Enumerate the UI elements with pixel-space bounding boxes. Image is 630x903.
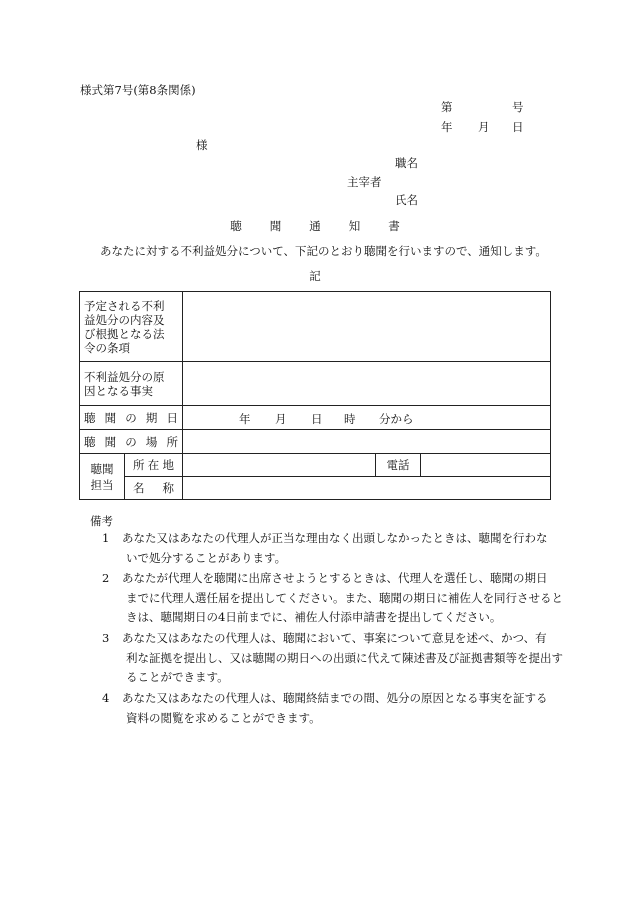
label-line: び根拠となる法 [84,326,165,341]
label-char: 聴 [84,434,96,449]
label-char: 聴 [84,410,96,425]
intro-text: あなたに対する不利益処分について、下記のとおり聴聞を行いますので、通知します。 [100,244,547,258]
document-title [0,219,630,233]
label-line: 益処分の内容及 [84,312,165,327]
proposed-disposition-value[interactable] [183,292,551,362]
staff-name-value[interactable] [183,477,551,500]
document-number-prefix: 第 [441,100,453,114]
date-month-unit: 月 [275,411,287,426]
hearing-place-label [80,430,183,454]
note-item [102,569,563,628]
title-char: 通 [309,219,321,233]
label-char: 聞 [104,434,117,449]
phone-value[interactable] [421,454,551,477]
addressee-honorific: 様 [196,138,208,152]
date-hour-unit: 時 [344,411,356,426]
phone-label: 電話 [376,454,421,477]
note-line: あなた又はあなたの代理人は、聴聞終結までの間、処分の原因となる事実を証する [122,691,548,705]
name-label: 氏名 [395,193,418,207]
note-number: 4 [102,691,110,705]
document-number-suffix: 号 [512,100,524,114]
label-char: 所 [166,434,178,449]
location-value[interactable] [183,454,376,477]
note-number: 2 [102,571,110,585]
date-minute-unit: 分から [379,411,414,426]
table-row [80,362,551,406]
note-item [102,689,552,728]
note-line: あなた又はあなたの代理人が正当な理由なく出頭しなかったときは、聴聞を行わな [122,531,548,545]
label-char: 称 [162,481,174,495]
note-line: 資料の閲覧を求めることができます。 [126,710,321,725]
title-char: 聴 [230,219,242,233]
date-year-label: 年 [441,120,453,134]
label-line: 予定される不利 [84,298,165,313]
label-line: 担当 [90,477,114,492]
date-day-label: 日 [512,120,524,134]
cause-facts-value[interactable] [183,362,551,406]
date-month-label: 月 [478,120,490,134]
hearing-date-label [80,406,183,430]
label-char: 名 [133,481,145,495]
hearing-details-table [79,291,551,500]
label-line: 令の条項 [84,340,130,355]
position-label: 職名 [395,156,418,170]
note-line: 利な証拠を提出し、又は聴聞の期日への出頭に代えて陳述書及び証拠書類等を提出す [126,650,563,665]
notes-heading: 備考 [90,514,113,528]
note-line: あなたが代理人を聴聞に出席させようとするときは、代理人を選任し、聴聞の期日 [122,571,548,585]
date-day-unit: 日 [311,411,323,426]
label-line: 因となる事実 [84,383,153,398]
form-number: 様式第7号(第8条関係) [80,83,196,97]
label-char: の [125,434,137,449]
note-item [102,629,563,688]
label-char: 所 [133,458,145,472]
label-char: 聞 [104,410,117,425]
label-char: 期 [145,410,158,425]
note-line: までに代理人選任届を提出してください。また、聴聞の期日に補佐人を同行させると [126,590,563,605]
hearing-date-value[interactable] [183,406,551,430]
label-line: 聴聞 [90,461,114,476]
ki-heading: 記 [309,269,321,283]
title-char: 聞 [269,219,282,233]
hearing-staff-label [80,454,125,500]
label-char: 日 [166,410,178,425]
title-char: 知 [348,219,361,233]
note-line: きは、聴聞期日の4日前までに、補佐人付添申請書を提出してください。 [126,610,502,624]
note-line: ることができます。 [126,670,229,684]
cause-facts-label [80,362,183,406]
note-number: 1 [102,531,110,545]
title-char: 書 [388,219,400,233]
label-char: 場 [145,434,158,449]
note-line: あなた又はあなたの代理人は、聴聞において、事案について意見を述べ、かつ、有 [122,631,547,645]
staff-name-label [125,477,183,500]
table-row [80,292,551,362]
note-line: いで処分することがあります。 [126,550,287,565]
table-row [80,406,551,430]
label-char: 地 [162,458,174,472]
note-item [102,529,552,568]
proposed-disposition-label [80,292,183,362]
label-line: 不利益処分の原 [84,369,165,384]
presider-label: 主宰者 [347,175,382,189]
label-char: の [125,410,137,425]
label-char: 在 [147,458,160,472]
hearing-place-value[interactable] [183,430,551,454]
table-row [80,430,551,454]
note-number: 3 [102,631,110,645]
date-year-unit: 年 [239,411,251,426]
location-label [125,454,183,477]
table-row [80,454,551,477]
table-row [80,477,551,500]
